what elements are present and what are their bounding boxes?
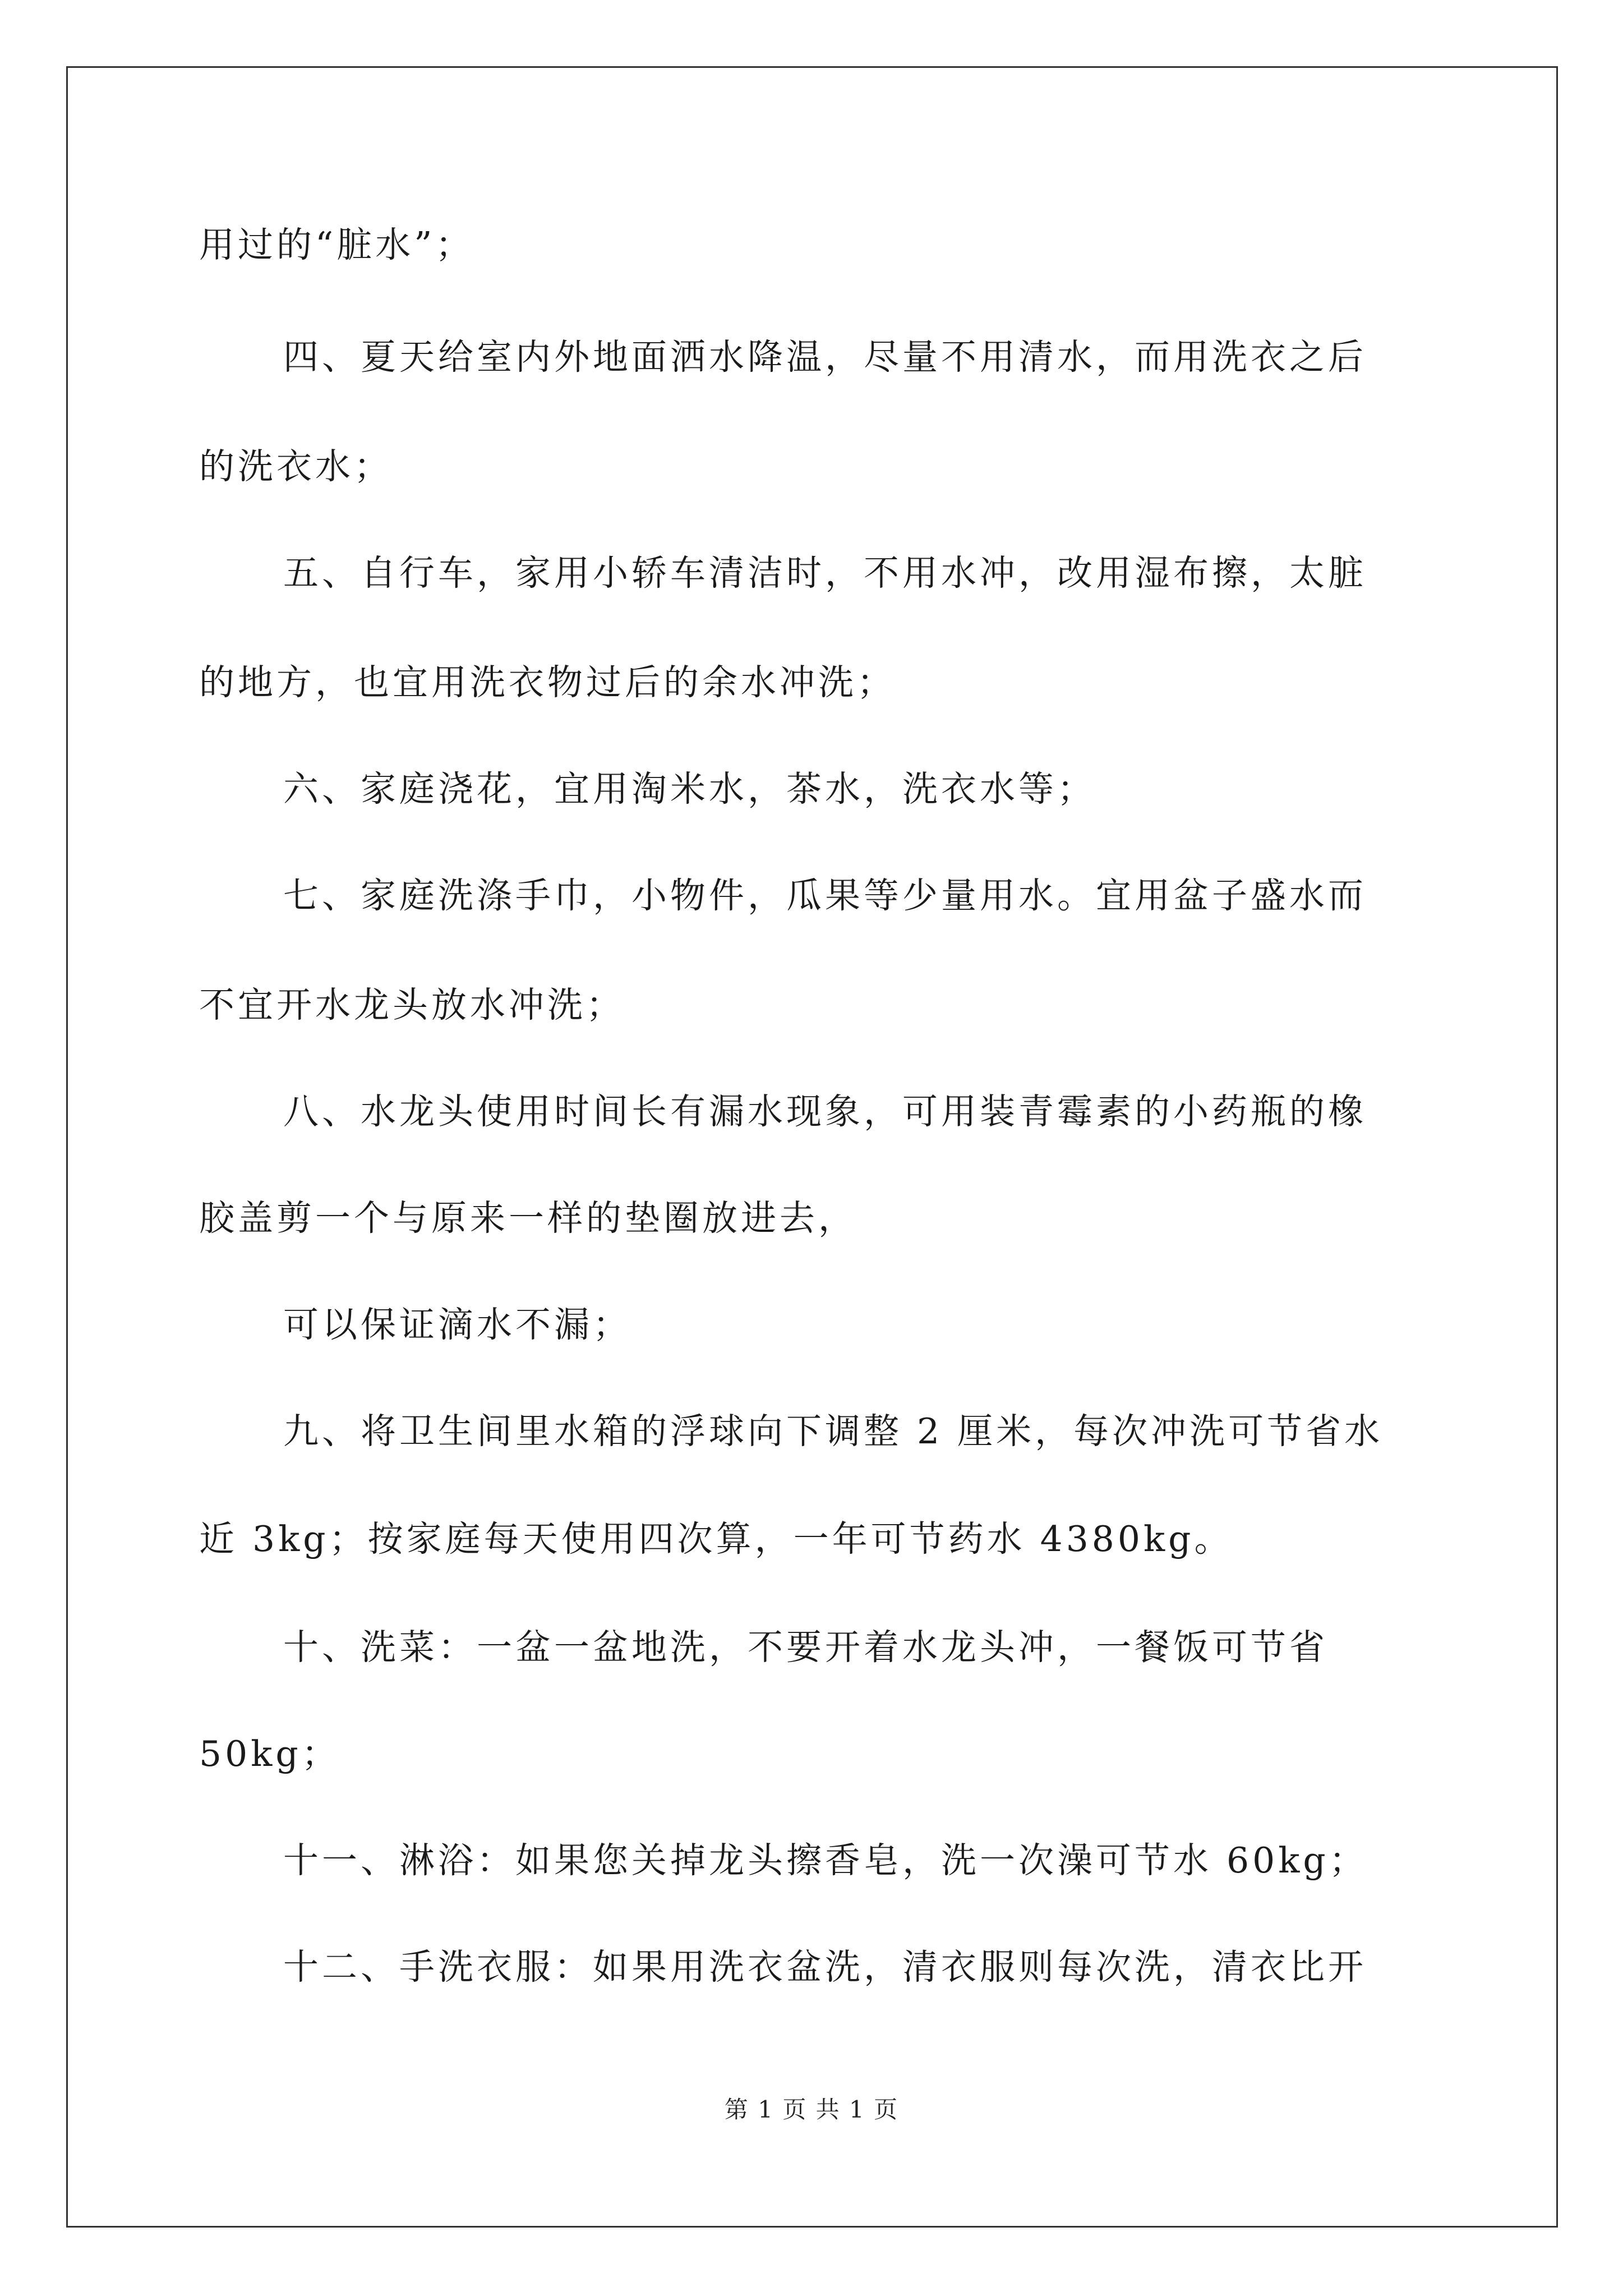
paragraph-line: 四、夏天给室内外地面洒水降温，尽量不用清水，而用洗衣之后 — [283, 337, 1367, 378]
paragraph-line: 五、自行车，家用小轿车清洁时，不用水冲，改用湿布擦，太脏 — [283, 553, 1367, 593]
text-line: 的地方，也宜用洗衣物过后的余水冲洗； — [199, 662, 896, 703]
paragraph-line: 十二、手洗衣服：如果用洗衣盆洗，清衣服则每次洗，清衣比开 — [283, 1947, 1367, 1987]
paragraph-line: 六、家庭浇花，宜用淘米水，茶水，洗衣水等； — [283, 769, 1096, 809]
text-line: 用过的“脏水”； — [199, 224, 474, 265]
paragraph-line: 十一、淋浴：如果您关掉龙头擦香皂，洗一次澡可节水 60kg； — [283, 1840, 1368, 1881]
text-line: 50kg； — [199, 1733, 340, 1774]
text-line: 近 3kg；按家庭每天使用四次算，一年可节药水 4380kg。 — [199, 1519, 1233, 1559]
page-footer: 第 1 页 共 1 页 — [724, 2096, 899, 2123]
text-line: 不宜开水龙头放水冲洗； — [199, 984, 625, 1025]
page-border — [66, 66, 1558, 2228]
paragraph-line: 七、家庭洗涤手巾，小物件，瓜果等少量用水。宜用盆子盛水而 — [283, 875, 1367, 916]
paragraph-line: 八、水龙头使用时间长有漏水现象，可用装青霉素的小药瓶的橡 — [283, 1091, 1367, 1132]
text-line: 的洗衣水； — [199, 446, 393, 487]
paragraph-line: 九、将卫生间里水箱的浮球向下调整 2 厘米，每次冲洗可节省水 — [283, 1411, 1384, 1452]
paragraph-line: 十、洗菜：一盆一盆地洗，不要开着水龙头冲，一餐饭可节省 — [283, 1627, 1328, 1668]
text-line: 胶盖剪一个与原来一样的垫圈放进去， — [199, 1198, 857, 1239]
paragraph-line: 可以保证滴水不漏； — [283, 1304, 631, 1345]
